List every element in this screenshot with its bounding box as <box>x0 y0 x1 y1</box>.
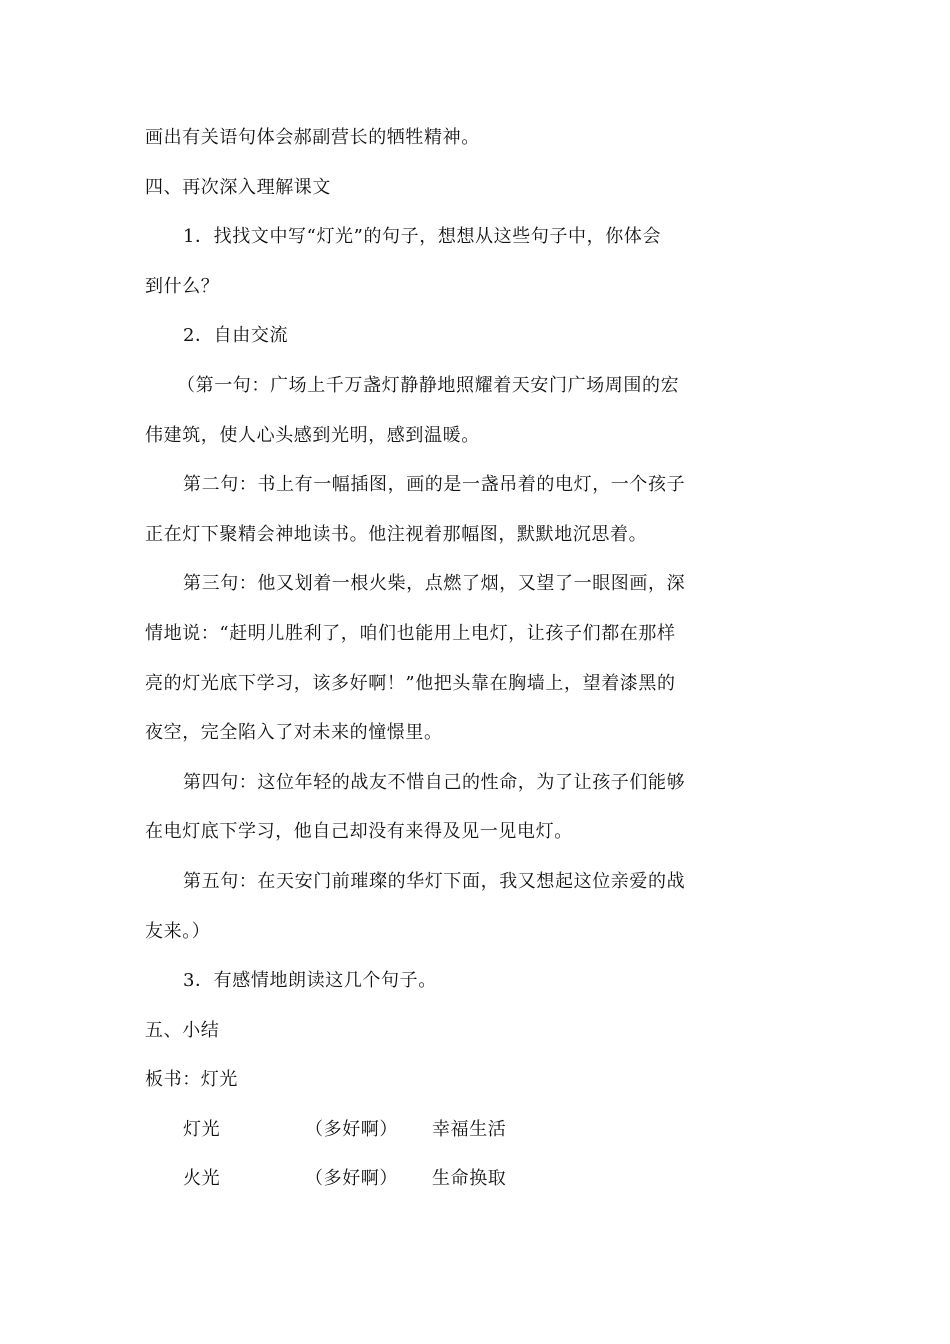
text-line: 伟建筑，使人心头感到光明，感到温暖。 <box>145 424 480 446</box>
board-cell: 幸福生活 <box>432 1118 507 1140</box>
text-line: 1．找找文中写“灯光”的句子，想想从这些句子中，你体会 <box>183 226 662 248</box>
text-line: 到什么？ <box>145 275 220 297</box>
text-line: 画出有关语句体会郝副营长的牺牲精神。 <box>145 127 480 148</box>
board-cell: 灯光 <box>183 1118 221 1140</box>
board-row <box>145 1105 705 1155</box>
text-line: 正在灯下聚精会神地读书。他注视着那幅图，默默地沉思着。 <box>145 523 648 545</box>
text-line: 第四句：这位年轻的战友不惜自己的性命，为了让孩子们能够 <box>183 771 686 793</box>
section-heading: 五、小结 <box>145 1019 220 1041</box>
text-line: （第一句：广场上千万盏灯静静地照耀着天安门广场周围的宏 <box>177 374 680 396</box>
board-title: 板书：灯光 <box>145 1069 238 1091</box>
text-line: 第三句：他又划着一根火柴，点燃了烟，又望了一眼图画，深 <box>183 573 686 595</box>
document-body <box>145 113 705 1204</box>
text-line: 第二句：书上有一幅插图，画的是一盏吊着的电灯，一个孩子 <box>183 474 686 496</box>
board-cell: （多好啊） <box>305 1168 398 1190</box>
board-row <box>145 1154 705 1204</box>
text-line: 友来。） <box>145 920 211 942</box>
board-cell: 生命换取 <box>432 1168 507 1190</box>
text-line: 亮的灯光底下学习，该多好啊！”他把头靠在胸墙上，望着漆黑的 <box>145 672 676 694</box>
text-line: 第五句：在天安门前璀璨的华灯下面，我又想起这位亲爱的战 <box>183 870 686 892</box>
text-line: 情地说：“赶明儿胜利了，咱们也能用上电灯，让孩子们都在那样 <box>145 622 676 644</box>
board-cell: 火光 <box>183 1168 221 1190</box>
text-line: 夜空，完全陷入了对未来的憧憬里。 <box>145 722 443 744</box>
section-heading: 四、再次深入理解课文 <box>145 176 331 198</box>
text-line: 3．有感情地朗读这几个句子。 <box>183 970 437 992</box>
board-cell: （多好啊） <box>305 1118 398 1140</box>
text-line: 2．自由交流 <box>183 325 289 347</box>
text-line: 在电灯底下学习，他自己却没有来得及见一见电灯。 <box>145 821 573 843</box>
